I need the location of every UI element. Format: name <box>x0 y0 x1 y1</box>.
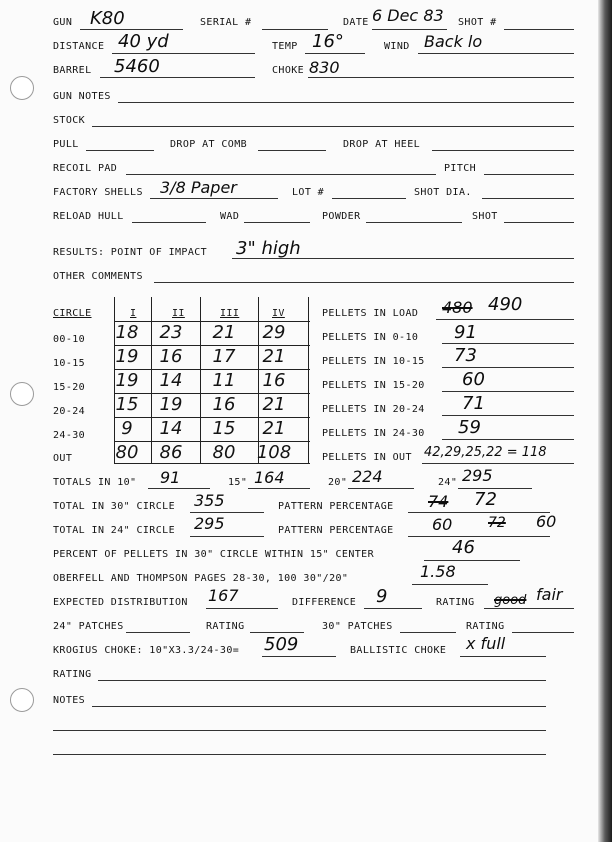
shot-number-line <box>504 29 574 30</box>
percent-15-value: 46 <box>452 537 475 558</box>
totals-24-label: 24" <box>438 477 458 488</box>
total-24-value: 295 <box>194 514 225 533</box>
shot-number-label: SHOT # <box>458 17 497 28</box>
patches-24-rating-label: RATING <box>206 621 245 632</box>
table-header-1: I <box>130 308 137 319</box>
difference-line <box>364 608 422 609</box>
date-label: DATE <box>343 17 369 28</box>
table-cell: 16 <box>262 370 286 391</box>
table-cell: 18 <box>115 322 139 343</box>
table-cell: 15 <box>115 394 139 415</box>
gun-line <box>80 29 183 30</box>
recoil-pad-line <box>126 174 436 175</box>
table-cell: 21 <box>212 322 236 343</box>
page-edge-shadow <box>598 0 612 842</box>
factory-shells-label: FACTORY SHELLS <box>53 187 143 198</box>
barrel-label: BARREL <box>53 65 92 76</box>
total-24-line <box>190 536 264 537</box>
pellets-r3-label: PELLETS IN 15-20 <box>322 380 425 391</box>
oberfell-line <box>412 584 488 585</box>
table-cell: 19 <box>115 370 139 391</box>
table-cell: 108 <box>256 442 292 463</box>
totals-10-value: 91 <box>160 468 181 487</box>
reload-hull-line <box>132 222 206 223</box>
temp-value: 16° <box>312 31 344 52</box>
pellets-r2-line <box>442 367 574 368</box>
gun-notes-line <box>118 102 574 103</box>
pattern-pct2-label: PATTERN PERCENTAGE <box>278 525 394 536</box>
serial-label: SERIAL # <box>200 17 252 28</box>
total-30-label: TOTAL IN 30" CIRCLE <box>53 501 175 512</box>
table-cell: 9 <box>121 418 133 439</box>
table-cell: 21 <box>262 418 286 439</box>
table-header-2: II <box>172 308 185 319</box>
recoil-pad-label: RECOIL PAD <box>53 163 118 174</box>
table-header-circle: CIRCLE <box>53 308 92 319</box>
pellets-r1-line <box>442 343 574 344</box>
punch-hole <box>10 688 34 712</box>
pellets-out-value: 42,29,25,22 = 118 <box>424 445 547 460</box>
rating2-line <box>98 680 546 681</box>
pellets-load-value: 490 <box>488 294 523 315</box>
table-cell: 29 <box>262 322 286 343</box>
pellets-load-struck: 480 <box>442 298 473 317</box>
notes-line <box>92 706 546 707</box>
factory-shells-line <box>150 198 278 199</box>
drop-comb-line <box>258 150 326 151</box>
pull-line <box>86 150 154 151</box>
total-30-value: 355 <box>194 491 225 510</box>
powder-line <box>366 222 462 223</box>
totals-10-line <box>148 488 210 489</box>
circle-row-label: 10-15 <box>53 358 86 369</box>
totals-label: TOTALS IN 10" <box>53 477 137 488</box>
choke-label: CHOKE <box>272 65 305 76</box>
pellets-r3-value: 60 <box>462 369 485 390</box>
pattern-pct-label: PATTERN PERCENTAGE <box>278 501 394 512</box>
table-cell: 80 <box>212 442 236 463</box>
table-cell: 86 <box>159 442 183 463</box>
pattern-pct-value: 72 <box>474 489 497 510</box>
results-value: 3" high <box>236 238 301 259</box>
totals-24-value: 295 <box>462 466 493 485</box>
circle-row-label: OUT <box>53 453 73 464</box>
pellets-out-label: PELLETS IN OUT <box>322 452 412 463</box>
rating-line <box>484 608 574 609</box>
totals-15-label: 15" <box>228 477 248 488</box>
pellets-r5-line <box>442 439 574 440</box>
gun-notes-label: GUN NOTES <box>53 91 111 102</box>
expected-line <box>206 608 278 609</box>
shot-line <box>504 222 574 223</box>
pellets-r2-label: PELLETS IN 10-15 <box>322 356 425 367</box>
table-cell: 15 <box>212 418 236 439</box>
difference-label: DIFFERENCE <box>292 597 357 608</box>
wad-label: WAD <box>220 211 240 222</box>
punch-hole <box>10 382 34 406</box>
results-label: RESULTS: POINT OF IMPACT <box>53 247 208 258</box>
pattern-pct2-value: 60 <box>432 515 453 534</box>
expected-label: EXPECTED DISTRIBUTION <box>53 597 188 608</box>
oberfell-label: OBERFELL AND THOMPSON PAGES 28-30, 100 30"/20" <box>53 573 349 584</box>
circle-row-label: 00-10 <box>53 334 86 345</box>
wind-value: Back lo <box>424 32 483 51</box>
wind-line <box>418 53 574 54</box>
rating-struck: good <box>494 593 527 608</box>
distance-label: DISTANCE <box>53 41 105 52</box>
table-cell: 19 <box>159 394 183 415</box>
oberfell-value: 1.58 <box>420 562 456 581</box>
punch-hole <box>10 76 34 100</box>
pellets-r1-label: PELLETS IN 0-10 <box>322 332 419 343</box>
totals-15-value: 164 <box>254 468 285 487</box>
lot-line <box>332 198 406 199</box>
notes-line <box>53 730 546 731</box>
choke-line <box>308 77 574 78</box>
table-cell: 23 <box>159 322 183 343</box>
patches-24-label: 24" PATCHES <box>53 621 124 632</box>
pattern-pct2-value2: 60 <box>536 512 557 531</box>
total-30-line <box>190 512 264 513</box>
temp-label: TEMP <box>272 41 298 52</box>
other-comments-line <box>154 282 574 283</box>
shot-dia-line <box>482 198 574 199</box>
krogius-value: 509 <box>264 634 299 655</box>
pitch-line <box>484 174 574 175</box>
reload-hull-label: RELOAD HULL <box>53 211 124 222</box>
patches-30-rating-label: RATING <box>466 621 505 632</box>
powder-label: POWDER <box>322 211 361 222</box>
table-header-4: IV <box>272 308 285 319</box>
patches-24-line <box>126 632 190 633</box>
table-cell: 21 <box>262 346 286 367</box>
table-cell: 17 <box>212 346 236 367</box>
pellets-r4-value: 71 <box>462 393 485 414</box>
date-line <box>372 29 447 30</box>
distance-line <box>112 53 255 54</box>
drop-heel-label: DROP AT HEEL <box>343 139 421 150</box>
table-cell: 16 <box>212 394 236 415</box>
table-cell: 21 <box>262 394 286 415</box>
pellets-r1-value: 91 <box>454 322 477 343</box>
pattern-pct2-line <box>408 536 550 537</box>
totals-20-line <box>348 488 414 489</box>
pitch-label: PITCH <box>444 163 477 174</box>
lot-label: LOT # <box>292 187 325 198</box>
stock-line <box>92 126 574 127</box>
total-24-label: TOTAL IN 24" CIRCLE <box>53 525 175 536</box>
ballistic-label: BALLISTIC CHOKE <box>350 645 447 656</box>
pattern-pct-struck: 74 <box>428 492 449 511</box>
table-cell: 19 <box>115 346 139 367</box>
drop-heel-line <box>432 150 574 151</box>
wad-line <box>244 222 310 223</box>
gun-value: K80 <box>90 8 125 29</box>
pellets-r4-label: PELLETS IN 20-24 <box>322 404 425 415</box>
table-header-3: III <box>220 308 240 319</box>
barrel-line <box>100 77 255 78</box>
pellets-load-line <box>436 319 574 320</box>
patches-30-rating-line <box>512 632 574 633</box>
pattern-pct-line <box>408 512 550 513</box>
pull-label: PULL <box>53 139 79 150</box>
circle-row-label: 24-30 <box>53 430 86 441</box>
shot-label: SHOT <box>472 211 498 222</box>
totals-20-value: 224 <box>352 467 383 486</box>
pellets-out-line <box>422 463 574 464</box>
table-cell: 14 <box>159 418 183 439</box>
pellets-r2-value: 73 <box>454 345 477 366</box>
circle-row-label: 15-20 <box>53 382 86 393</box>
stock-label: STOCK <box>53 115 86 126</box>
pellets-r3-line <box>442 391 574 392</box>
rating2-label: RATING <box>53 669 92 680</box>
pellets-r5-value: 59 <box>458 417 481 438</box>
percent-15-line <box>424 560 520 561</box>
difference-value: 9 <box>376 586 388 607</box>
notes-label: NOTES <box>53 695 86 706</box>
drop-comb-label: DROP AT COMB <box>170 139 248 150</box>
gun-label: GUN <box>53 17 73 28</box>
percent-15-label: PERCENT OF PELLETS IN 30" CIRCLE WITHIN 15" CENTER <box>53 549 375 560</box>
expected-value: 167 <box>208 586 239 605</box>
rating-value: fair <box>536 585 563 604</box>
circle-row-label: 20-24 <box>53 406 86 417</box>
barrel-value: 5460 <box>114 56 160 77</box>
shot-dia-label: SHOT DIA. <box>414 187 472 198</box>
ballistic-value: x full <box>466 634 506 653</box>
totals-20-label: 20" <box>328 477 348 488</box>
table-cell: 80 <box>115 442 139 463</box>
table-cell: 16 <box>159 346 183 367</box>
other-comments-label: OTHER COMMENTS <box>53 271 143 282</box>
choke-value: 830 <box>309 58 340 77</box>
table-cell: 14 <box>159 370 183 391</box>
temp-line <box>305 53 365 54</box>
pellets-r4-line <box>442 415 574 416</box>
rating-label: RATING <box>436 597 475 608</box>
serial-line <box>262 29 328 30</box>
table-cell: 11 <box>212 370 236 391</box>
date-value: 6 Dec 83 <box>372 6 444 25</box>
patches-30-line <box>400 632 456 633</box>
patches-24-rating-line <box>250 632 304 633</box>
distance-value: 40 yd <box>118 31 169 52</box>
pellets-r5-label: PELLETS IN 24-30 <box>322 428 425 439</box>
ballistic-line <box>460 656 546 657</box>
pellets-load-label: PELLETS IN LOAD <box>322 308 419 319</box>
factory-shells-value: 3/8 Paper <box>160 178 237 197</box>
notes-line <box>53 754 546 755</box>
patches-30-label: 30" PATCHES <box>322 621 393 632</box>
krogius-label: KROGIUS CHOKE: 10"X3.3/24-30= <box>53 645 240 656</box>
totals-15-line <box>248 488 310 489</box>
pattern-pct2-struck: 72 <box>488 515 506 531</box>
wind-label: WIND <box>384 41 410 52</box>
krogius-line <box>262 656 336 657</box>
